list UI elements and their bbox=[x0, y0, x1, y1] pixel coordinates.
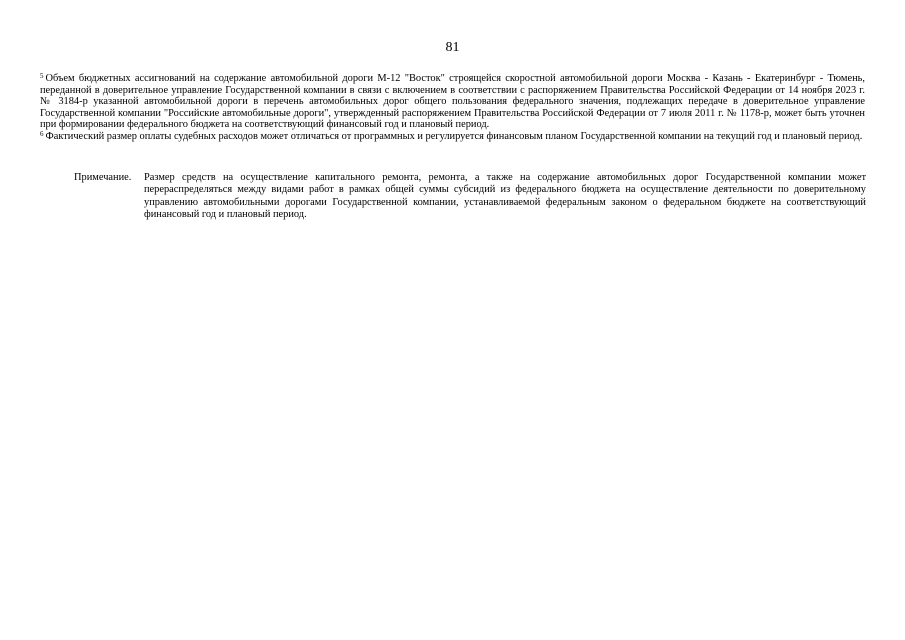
footnote-5 bbox=[40, 73, 865, 131]
note-label: Примечание. bbox=[74, 172, 132, 183]
note-text: Размер средств на осуществление капитального ремонта, ремонта, а также на содержание автомобильных дорог Государственной компании может перераспределяться между видами работ в рамках общей суммы субсидий из федерального бюджета на осуществление деятельности по доверительному управлению автомобильными дорогами Государственной компании, устанавливаемой федеральным законом о федеральном бюджете на соответствующий финансовый год и плановый период. bbox=[144, 172, 866, 221]
footnote-mark: 5 bbox=[40, 72, 44, 80]
footnote-6 bbox=[40, 131, 865, 143]
note-block bbox=[74, 172, 866, 222]
footnote-text: Фактический размер оплаты судебных расходов может отличаться от программных и регулируется финансовым планом Государственной компании на текущий год и плановый период. bbox=[45, 130, 863, 142]
footnote-mark: 6 bbox=[40, 129, 44, 138]
page-number: 81 bbox=[445, 40, 460, 55]
footnotes-section bbox=[40, 73, 865, 143]
footnote-text: Объем бюджетных ассигнований на содержание автомобильной дороги М-12 "Восток" строящейся скоростной автомобильной дороги Москва - Казань - Екатеринбург - Тюмень, переданной в доверительное управление Государственной компании в связи с включением в соответствии с распоряжением Правительства Российской Федерации от 14 ноября 2023 г. № 3184-р указанной автомобильной дороги в перечень автомобильных дорог общего пользования федерального значения, подлежащих передаче в доверительное управление Государственной компании "Российские автомобильные дороги", утвержденный распоряжением Правительства Российской Федерации от 7 июля 2011 г. № 1178-р, может быть уточнен при формировании федерального бюджета на соответствующий финансовый год и плановый период. bbox=[40, 73, 865, 131]
